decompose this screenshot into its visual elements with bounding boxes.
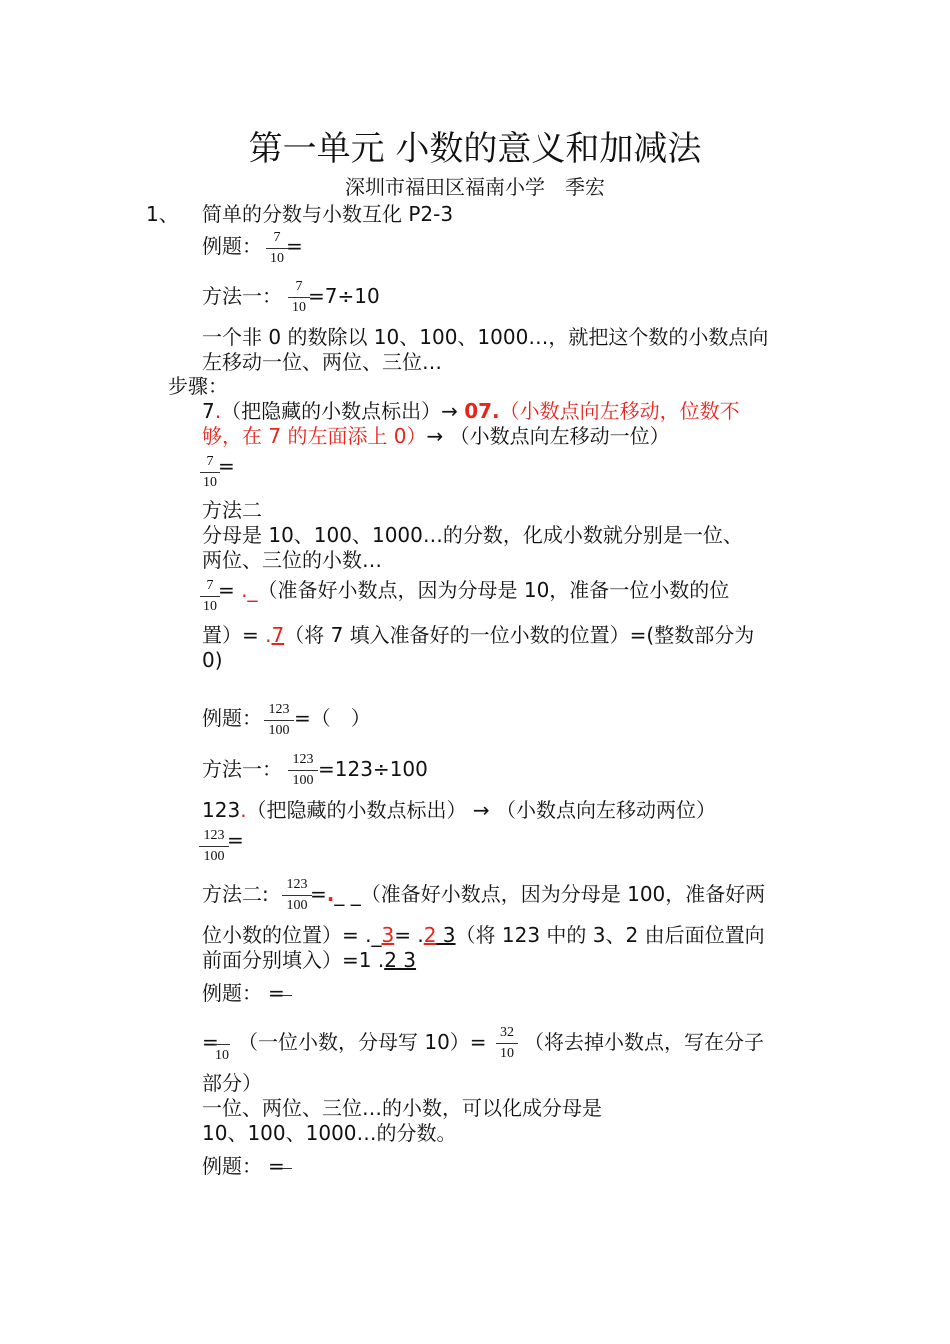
fraction-denominator: 10 (215, 1048, 229, 1063)
method-line (202, 623, 754, 647)
method-text: （将去掉小数点，写在分子 (524, 1030, 764, 1054)
decimal-point: . (326, 882, 335, 906)
result-highlight: 07. (464, 399, 500, 423)
page-title: 第一单元 小数的意义和加减法 (248, 129, 702, 169)
method-text: 前面分别填入）=1 . (202, 948, 385, 972)
answer-digit: 7 (271, 623, 285, 647)
rule-text: 左移动一位、两位、三位… (202, 350, 442, 374)
section-number: 1、 (146, 202, 179, 226)
equals-sign: = (227, 828, 244, 852)
method-text: 置）= (202, 623, 266, 647)
fraction: 7 10 (200, 454, 220, 491)
number: 123 (202, 798, 241, 822)
step-note: （小数点向左移动，位数不 (499, 399, 740, 423)
step-text: （把隐藏的小数点标出） → （小数点向左移动两位） (246, 798, 717, 822)
fraction: 7 10 (288, 279, 310, 316)
fraction: 32 10 (496, 1025, 518, 1062)
answer-blank: ._ (234, 578, 258, 602)
section-title: 简单的分数与小数互化 P2-3 (202, 202, 454, 226)
method-label: 方法一： (202, 284, 282, 308)
answer-digit: 2 (423, 923, 437, 947)
equation-text: =123÷100 (318, 757, 428, 781)
fraction: 123 100 (282, 877, 312, 914)
example-label: 例题： (202, 706, 262, 730)
method-text: 部分） (202, 1071, 262, 1095)
method-line (202, 948, 416, 972)
fraction: 123 100 (288, 752, 318, 789)
rule-text: 分母是 10、100、1000…的分数，化成小数就分别是一位、 (202, 523, 743, 547)
step-line (202, 424, 670, 448)
equation-text: =7÷10 (308, 284, 380, 308)
answer-digit: 3 (436, 923, 456, 947)
step-line (202, 798, 716, 822)
answer-digit: 2 (384, 948, 397, 972)
equals-sign: = (218, 454, 235, 478)
equals-sign: = (286, 234, 303, 258)
rule-text: 两位、三位的小数… (202, 548, 382, 572)
method-text: （将 123 中的 3、2 由后面位置向 (455, 923, 765, 947)
method-label: 方法二: (202, 882, 269, 906)
method-line (310, 882, 765, 906)
fraction-bar (282, 995, 292, 996)
fraction: 123 100 (199, 828, 229, 865)
answer-digit: 3 (396, 948, 417, 972)
decimal-point: . (417, 923, 424, 947)
equals-sign: = (310, 882, 327, 906)
step-text: → （小数点向左移动一位） (426, 424, 670, 448)
equals-sign: = (268, 981, 285, 1005)
example-label: 例题： (202, 981, 262, 1005)
method-line (218, 578, 729, 602)
step-note: 够，在 7 的左面添上 0） (202, 424, 427, 448)
decimal-point: . (265, 623, 272, 647)
method-label: 方法二 (202, 498, 262, 522)
method-text: （准备好小数点，因为分母是 10，准备一位小数的位 (257, 578, 730, 602)
method-text: （准备好小数点，因为分母是 100，准备好两 (360, 882, 766, 906)
rule-text: 10、100、1000…的分数。 (202, 1121, 457, 1145)
method-text: （将 7 填入准备好的一位小数的位置）=(整数部分为 (284, 623, 755, 647)
answer-digit: 3 (381, 923, 395, 947)
equals-sign: = (394, 923, 418, 947)
fraction-bar (214, 1044, 230, 1045)
fraction: 7 10 (266, 230, 288, 267)
method-text: 位小数的位置）= (202, 923, 366, 947)
author-line: 深圳市福田区福南小学 季宏 (345, 175, 605, 199)
steps-label: 步骤： (168, 374, 228, 398)
digit: 7 (202, 399, 215, 423)
rule-text: 一位、两位、三位…的小数，可以化成分母是 (202, 1096, 602, 1120)
equals-sign: = (268, 1154, 285, 1178)
decimal-point: . (240, 798, 247, 822)
rule-text: 一个非 0 的数除以 10、100、1000…，就把这个数的小数点向 (202, 325, 769, 349)
equals-sign: = (218, 578, 235, 602)
step-line (202, 399, 740, 423)
equation-text: =（ ） (294, 706, 371, 730)
fraction: 123 100 (264, 702, 294, 739)
fraction-bar (282, 1168, 292, 1169)
equals-sign: = (202, 1030, 219, 1054)
example-label: 例题： (202, 1154, 262, 1178)
fraction: 7 10 (200, 578, 220, 615)
method-text: （一位小数，分母写 10）= (238, 1030, 487, 1054)
method-line (202, 923, 765, 947)
decimal-point: ._ (365, 923, 382, 947)
example-label: 例题： (202, 234, 262, 258)
answer-blank: _ _ (334, 882, 361, 906)
decimal-point: . (214, 399, 222, 423)
method-label: 方法一： (202, 757, 282, 781)
step-text: （把隐藏的小数点标出）→ (221, 399, 465, 423)
method-text: 0) (202, 648, 223, 672)
